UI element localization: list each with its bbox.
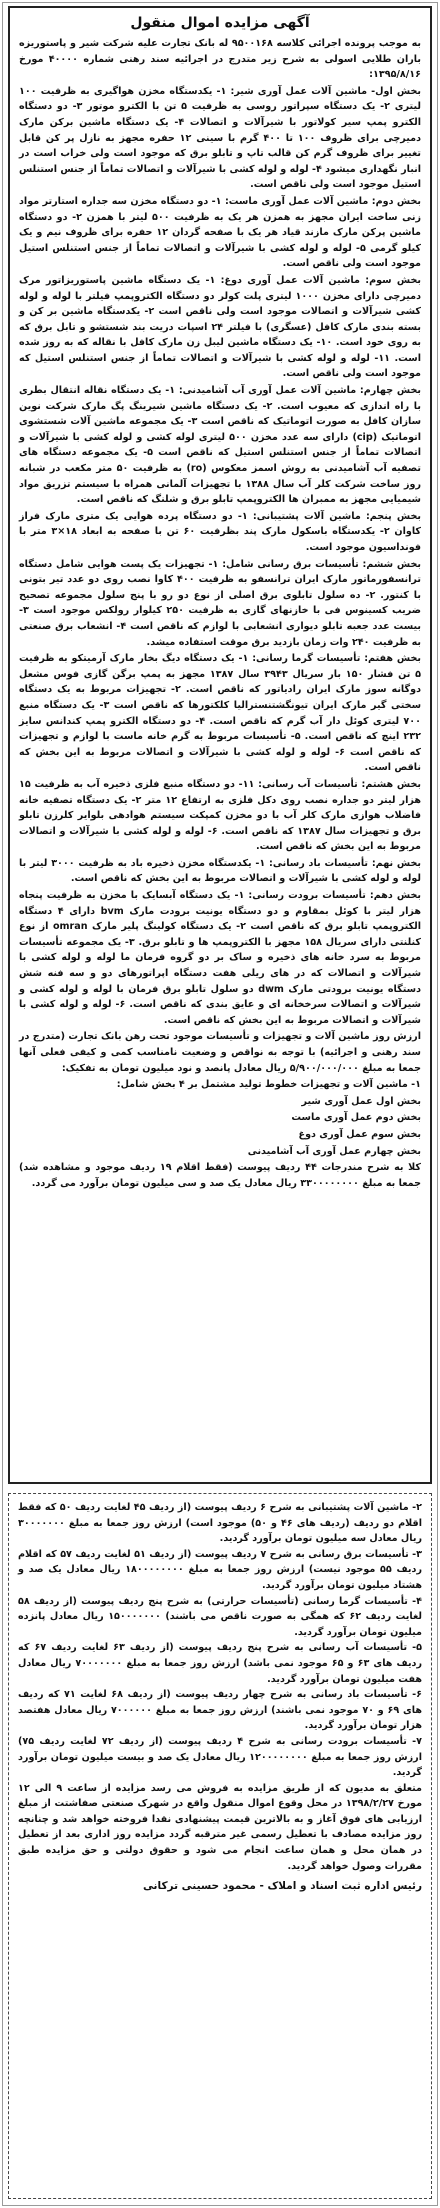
valuation-item-2: ۲- ماشین آلات پشتیبانی به شرح ۶ ردیف پیوست (از ردیف ۴۵ لغایت ردیف ۵۰ که فقط اقلام دو ردیف (ردیف های ۴۶ و ۵۰) موجود است) ارزش روز جمعا به مبلغ ۳۰۰۰۰۰۰۰ ریال معادل سه میلیون تومان برآورد گردید. <box>18 1502 422 1545</box>
auction-terms: متعلق به مدیون که از طریق مزایده به فروش می رسد مزایده از ساعت ۹ الی ۱۲ مورخ ۱۳۹۸/۲/۲۷ در محل وقوع اموال منقول واقع در شهرک صنعتی صفاشتت از مبلغ ارزیابی های فوق آغاز و به بالاترین قیمت پیشنهادی نقدا فروخته خواهد شد و چنانچه روز مزایده مصادف با تعطیل رسمی غیر مترقبه گردد مزایده روز اداری بعد از تعطیل در همان محل و همان ساعت انجام می شود و حقوق دولتی و حق مزایده طبق مقررات وصول خواهد گردید. <box>18 1782 423 1872</box>
valuation-part-doogh: بخش سوم عمل آوری دوغ <box>298 1128 421 1140</box>
valuation-item-5: ۵- تأسیسات آب رسانی به شرح پنج ردیف پیوست (از ردیف ۶۳ لغایت ردیف ۶۷ که ردیف های ۶۳ و ۶۵ موجود نمی باشد) ارزش روز جمعا به مبلغ ۷۰۰۰۰۰۰۰ ریال معادل هفت میلیون تومان برآورد گردید. <box>18 1642 422 1685</box>
section-3-doogh: بخش سوم: ماشین آلات عمل آوری دوغ: ۱- یک دستگاه ماشین پاستوریزاتور مرک دمیرچی دارای مخزن ۱۰۰۰ لیتری پلت کولر دو دستگاه الکتروپمپ فیلتر با لوله و لوله کشی شیرآلات و اتصالات موجود است ولی ناقص است ۲- یکدستگاه ماشین بر کن و بسته بندی مارک کافل (عسگری) با فیلتر ۲۴ اسپات دریت بند شستشو و تابل برق که به روی خود است. ۱۰- یک دستگاه ماشین لیبل زن مارک کافل با نقاله که به روز شده است. ۱۱- لوله و لوله کشی با شیرآلات و اتصالات تماماً از جنس استنلس استیل که موجود است ولی ناقص است. <box>19 274 422 380</box>
section-9-air: بخش نهم: تأسیسات باد رسانی: ۱- یکدستگاه مخزن ذخیره باد به ظرفیت ۳۰۰۰ لیتر با لوله و لوله کشی با شیرآلات و اتصالات مربوط به این بخش که ناقص است. <box>19 857 421 885</box>
notice-main-column <box>8 6 432 1484</box>
valuation-part-yogurt: بخش دوم عمل آوری ماست <box>291 1112 421 1124</box>
section-4-water: بخش چهارم: ماشین آلات عمل آوری آب آشامیدنی: ۱- یک دستگاه نقاله انتقال بطری با راه اندازی که معیوب است. ۲- یک دستگاه ماشین شیرینگ پگ مارک شرکت نوین سازان کافل به صورت اتوماتیک که ناقص است ۳- یک مجموعه ماشین آلات شستشوی اتوماتیک (cip) دارای سه عدد مخزن ۵۰۰ لیتری لوله کشی و لوله کشی با شیرآلات و اتصالات تماماً از جنس استنلس استیل که ناقص است ۵- یک مجموعه دستگاه های تصفیه آب آشامیدنی به روش اسمز معکوس (ro) به ظرفیت ۵۰ متر مکعب در شبانه روز ساخت شرکت کلر آب سال ۱۳۸۸ با تجهیزات آلمانی همراه با سیستم تزریق مواد شیمیایی مجهز به ممبران ها الکتروپمپ تابلو برق و شلنگ که ناقص است. <box>19 385 422 506</box>
valuation-item-6: ۶- تأسیسات باد رسانی به شرح چهار ردیف پیوست (از ردیف ۶۸ لغایت ۷۱ که ردیف های ۶۹ و ۷۰ موجود نمی باشند) ارزش روز جمعا به مبلغ ۷۰۰۰۰۰۰ ریال معادل هفتصد هزار تومان برآورد گردید. <box>18 1689 423 1732</box>
valuation-item-3: ۳- تأسیسات برق رسانی به شرح ۷ ردیف پیوست (از ردیف ۵۱ لغایت ردیف ۵۷ که اقلام ردیف ۵۵ موجود نیست) ارزش روز جمعا به مبلغ ۱۸۰۰۰۰۰۰۰۰ ریال معادل یک صد و هشتاد میلیون تومان برآورد گردید. <box>18 1548 423 1591</box>
valuation-part-water: بخش چهارم عمل آوری آب آشامیدنی <box>247 1145 421 1157</box>
valuation-item-4: ۴- تأسیسات گرما رسانی (تأسیسات حرارتی) به شرح پنج ردیف پیوست (از ردیف ۵۸ لغایت ردیف ۶۲ که همگی به صورت ناقص می باشند) ۱۵۰۰۰۰۰۰۰ ریال معادل پانزده میلیون تومان برآورد گردید. <box>18 1595 422 1638</box>
section-6-electric: بخش ششم: تأسیسات برق رسانی شامل: ۱- تجهیزات یک پست هوایی شامل دستگاه ترانسفورماتور مارک ایران ترانسفو به ظرفیت ۴۰۰ کاوا نصب روی دو عدد تیر بتونی با کنتور. ۲- ده سلول تابلوی برق اصلی از نوع دو رو با پنج سلول مجموعه تصحیح ضریب کسینوس فی با خازنهای گازی به ظرفیت ۲۵۰ کیلوار رولکس موجود است ۳- بیست عدد جعبه تابلو دیواری انشعابی با لوازم که ناقص است ۴- انشعاب برق صنعتی به ظرفیت ۲۴۰ وات زمان بازدید برق موقت استفاده میشد. <box>19 558 422 648</box>
valuation-item-7: ۷- تأسیسات برودت رسانی به شرح ۴ ردیف پیوست (از ردیف ۷۲ لغایت ردیف ۷۵) ارزش روز جمعا به مبلغ ۱۲۰۰۰۰۰۰۰۰ ریال معادل یک صد و بیست میلیون تومان برآورد گردید. <box>18 1735 423 1779</box>
notice-title: آگهی مزایده اموال منقول <box>130 15 310 31</box>
valuation-item-1-total: کلا به شرح مندرجات ۴۴ ردیف پیوست (فقط اقلام ۱۹ ردیف موجود و مشاهده شد) جمعا به مبلغ ۳۳۰۰۰۰۰۰۰۰ ریال معادل یک صد و سی میلیون تومان برآورد می گردد. <box>19 1162 421 1189</box>
section-1-milk: بخش اول- ماشین آلات عمل آوری شیر: ۱- یکدستگاه مخزن هواگیری به ظرفیت ۱۰۰ لیتری ۲- یک دستگاه سپراتور روسی به ظرفیت ۵ تن با الکترو موتور ۳- دو دستگاه الکترو پمپ سیر کولاتور با شیرآلات و اتصالات ۴- یک دستگاه ماشین برکن مارک دمیرچی برای ظروف ۱۰۰ تا ۴۰۰ گرم با سینی ۱۲ حفره مجهز به نازل پر کن قابل تغییر برای ظروف گرم کن قالب تاپ و تابلو برق که موجود است ولی خراب است در انبار نگهداری میشود ۴- لوله و لوله کشی با شیرآلات و اتصالات تماماً از جنس استنلس استیل موجود است ولی ناقص است. <box>19 85 422 191</box>
notice-continuation-column <box>8 1493 432 2199</box>
valuation-summary: ارزش روز ماشین آلات و تجهیزات و تأسیسات موجود تحت رهن بانک تجارت (متدرج در سند رهنی و اجرائیه) با توجه به نواقص و وضعیت نامناسب کمی و کیفی فعلی آنها جمعا به مبلغ ۵/۹۰۰/۰۰۰/۰۰۰ ریال معادل پانصد و نود میلیون تومان به تفکیک: <box>19 1031 421 1074</box>
section-2-yogurt: بخش دوم: ماشین آلات عمل آوری ماست: ۱- دو دستگاه مخزن سه جداره استارتر مواد زنی ساخت ایران مجهز به همزن هر یک به ظرفیت ۵۰۰ لیتر با همزن ۲- دو دستگاه ماشین پرکن مارک مازند قیاد هر یک با صفحه گردان ۱۲ حفره برای ظروف نیم و یک کیلو گرمی ۵- لوله و لوله کشی با شیرآلات و اتصالات تماماً از جنس استنلس استیل موجود است ولی ناقص است. <box>19 195 421 270</box>
section-5-support: بخش پنجم: ماشین آلات پشتیبانی: ۱- دو دستگاه پرده هوایی یک متری مارک فراز کاوان ۲- یکدستگاه باسکول مارک پند بظرفیت ۶۰ تن با صفحه به ابعاد ۱۸×۳ متر با فونداسیون موجود است. <box>19 510 422 553</box>
valuation-item-1-header: ۱- ماشین آلات و تجهیزات خطوط تولید مشتمل بر ۴ بخش شامل: <box>116 1079 421 1091</box>
notice-intro: به موجب پرونده اجرائی کلاسه ۹۵۰۰۱۶۸ له بانک تجارت علیه شرکت شیر و پاستوریزه باران طلایی اسولی به شرح زیر متدرج در اجرائیه سند رهنی شماره ۴۰۰۰۰ مورخ ۱۳۹۵/۸/۱۶: <box>19 38 421 81</box>
section-7-heating: بخش هفتم: تأسیسات گرما رسانی: ۱- یک دستگاه دیگ بخار مارک آرمیتکو به ظرفیت ۵ تن فشار ۱۵۰ بار سریال ۳۹۴۳ سال ۱۳۸۷ مجهز به پمپ برگن گازی فوس مشعل دوگانه سوز مارک ایران رادیاتور که ناقص است. ۲- تجهیزات مربوط به یک دستگاه سختی گیر مارک ایران تیونگشتنسترالیا کلکتورها که ناقص است ۳- یک دستگاه منبع ۷۰۰ لیتری کوئل دار آب گرم که ناقص است. ۴- دو دستگاه الکترو پمپ کندانس سایز ۲۳۲ اینچ که ناقص است. ۵- تأسیسات مربوط به گرم خانه ماست با لوازم و تجهیزات که ناقص است ۶- لوله و لوله کشی با شیرآلات و اتصالات مربوط به این بخش که ناقص است. <box>19 653 422 774</box>
section-10-cooling: بخش دهم: تأسیسات برودت رسانی: ۱- یک دستگاه آبسایک با مخزن به ظرفیت پنجاه هزار لیتر با کوئل بمقاوم و دو دستگاه یونیت برودت مارک bvm دارای ۴ دستگاه الکتروپمپ تابلو برق که ناقص است ۲- یک دستگاه کولینگ پلیر مارک omran از نوع کنلنتی دارای سریال ۱۵۸ مجهز با الکتروپمپ ها و تابلو برق. ۳- یک مجموعه تأسیسات مربوط به سرد خانه های ذخیره و ساک بر دو گروه فرمان ما لوله و لوله کشی با شیرآلات و اتصالات که در های ریلی هفت دستگاه اپراتورهای دو و سه فنه شش دستگاه یونیت برودتی مارک dwm دو سلول تابلو برق فرمان با لوله و لوله کشی و شیرآلات و اتصالات سرخخانه ای و عایق بندی که ناقص است. ۶- لوله و لوله کشی با شیرآلات و اتصالات مربوط به این بخش که ناقص است. <box>19 890 422 1026</box>
signature-line: رئیس اداره ثبت اسناد و املاک - محمود حسینی ترکانی <box>142 1880 422 1893</box>
section-8-water-supply: بخش هشتم: تأسیسات آب رسانی: ۱۱- دو دستگاه منبع فلزی ذخیره آب به ظرفیت ۱۵ هزار لیتر دو جداره نصب روی دکل فلزی به ارتفاع ۱۲ متر ۲- یک دستگاه تصفیه خانه فاضلاب هوازی مارک کلر آب با دو مخزن کمپکت سیستم هوادهی بلوایر کلرزن تابلو برق و تجهیزات سال ۱۳۸۷ که ناقص است. ۶- لوله و لوله کشی با شیرآلات و اتصالات مربوط به این بخش که ناقص است. <box>19 778 421 853</box>
valuation-part-milk: بخش اول عمل آوری شیر <box>301 1095 421 1107</box>
